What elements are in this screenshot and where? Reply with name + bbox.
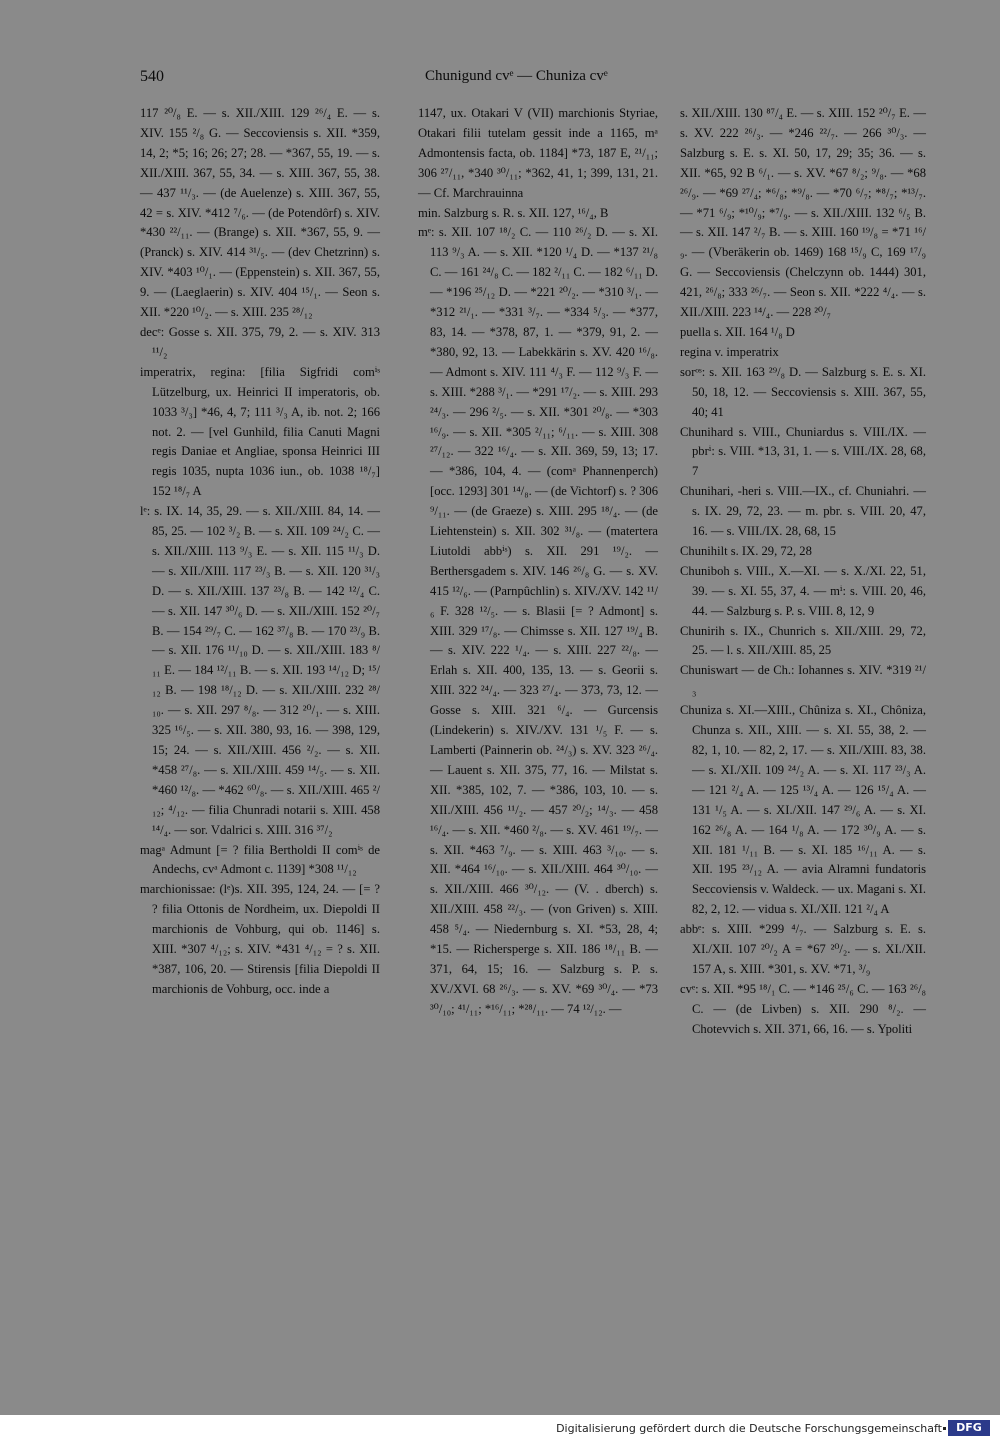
- entry-paragraph: magᵃ Admunt [= ? filia Bertholdi II comⁱˢ de Andechs, cvᵃ Admont c. 1139] *308 ¹¹/₁₂: [140, 842, 380, 877]
- entry-paragraph: sorᵒˢ: s. XII. 163 ²⁹/₈ D. — Salzburg s. E. s. XI. 50, 18, 12. — Seccoviensis s. XIII. 367, 55, 40; 41: [680, 364, 926, 419]
- entry-paragraph: abbᵉ: s. XIII. *299 ⁴/₇. — Salzburg s. E. s. XI./XII. 107 ²⁰/₂ A = *67 ²⁰/₂. — s. XI./XII. 157 A, s. XIII. *301, s. XV. *71, ³/₉: [680, 922, 926, 976]
- entry-paragraph: Chuniza s. XI.—XIII., Chûniza s. XI., Chôniza, Chunza s. XII., XIII. — s. XI. 55, 38, 2. — 82, 1, 10. — 82, 2, 17. — s. XII./XIII. 83, 38. — s. XI./XII. 109 ²⁴/₂ A. — s. XI. 117 ²³/₃ A. — 121 ²/₄ A. — 125 ¹³/₄ A. — 126 ¹⁵/₄ A. — 131 ¹/₅ A. — s. XI./XII. 147 ²⁹/₆ A. — s. XI. 162 ²⁶/₈ A. — 164 ¹/₈ A. — 172 ³⁰/₉ A. — s. XII. 181 ¹/₁₁ B. — s. XI. 185 ¹⁶/₁₁ A. — s. XII. 195 ²³/₁₂ A. — avia Alramni fundatoris Seccoviensis v. Waldeck. — ux. Magani s. XI. 82, 2, 12. — vidua s. XI./XII. 121 ²/₄ A: [680, 703, 926, 917]
- entry-paragraph: mᵉ: s. XII. 107 ¹⁸/₂ C. — 110 ²⁶/₂ D. — s. XI. 113 ⁹/₃ A. — s. XII. *120 ¹/₄ D. — *137 ²¹/₈ C. — 161 ²⁴/₈ C. — 182 ²/₁₁ C. — 182 ⁶/₁₁ D. — *196 ²⁵/₁₂ D. — *221 ²⁰/₂. — *310 ³/₁. — *312 ²¹/₁. — *331 ³/₇. — *334 ⁵/₃. — *377, 83, 14. — *378, 87, 1. — *379, 91, 2. — *380, 92, 13. — Labekkärin s. XV. 420 ¹⁶/₈. — Admont s. XIV. 111 ⁴/₃ F. — 112 ⁹/₃ F. — s. XIII. *288 ³/₁. — *291 ¹⁷/₂. — s. XIII. 293 ²⁴/₃. — 296 ²/₅. — s. XII. *301 ²⁰/₈. — *303 ¹⁶/₉. — s. XII. *305 ²/₁₁; ⁶/₁₁. — s. XIII. 308 ²⁷/₁₂. — 322 ¹⁶/₄. — s. XII. 369, 59, 13; 17. — *386, 104, 4. — (comᵃ Phannenperch) [occ. 1293] 301 ¹⁴/₈. — (de Vichtorf) s. ? 306 ⁹/₁₁. — (de Graeze) s. XIII. 295 ¹⁸/₄. — (de Liehtenstein) s. XII. 302 ³¹/₈. — (matertera Liutoldi abbⁱˢ) s. XII. 291 ¹⁹/₂. — Berthersgadem s. XIV. 146 ²⁶/₈ G. — s. XV. 415 ¹²/₆. — (Parnpûchlin) s. XIV./XV. 142 ¹¹/₆ F. 328 ¹²/₅. — s. Blasii [= ? Admont] s. XIII. 329 ¹⁷/₈. — Chimsse s. XII. 127 ¹⁹/₄ B. — s. XIV. 222 ¹/₄. — s. XIII. 227 ²²/₈. — Erlah s. XII. 400, 135, 13. — s. Georii s. XIII. 322 ²⁴/₄. — 323 ²⁷/₄. — 373, 73, 12. — Gosse s. XIII. 321 ⁶/₄. — Gurcensis (Lindekerin) s. XIV./XV. 131 ¹/₅ F. — s. Lamberti (Painnerin ob. ²⁴/₃) s. XV. 323 ²⁶/₄. — Lauent s. XII. 375, 77, 16. — Milstat s. XII. *385, 102, 7. — *386, 103, 10. — s. XII./XIII. 456 ¹¹/₂. — 457 ²⁰/₂; ¹⁴/₃. — 458 ¹⁶/₄. — s. XII. *460 ²/₈. — s. XV. 461 ¹⁹/₇. — s. XII. *463 ⁷/₉. — s. XIII. 463 ³/₁₀. — s. XII. *464 ¹⁶/₁₀. — s. XII./XIII. 464 ³⁰/₁₀. — s. XII./XIII. 466 ³⁰/₁₂. — (V. . dberch) s. XII./XIII. 458 ²²/₃. — (von Griven) s. XIII. 458 ⁵/₄. — Niedernburg s. XI. *53, 28, 4; *15. — Richersperge s. XII. 186 ¹⁸/₁₁ B. — 371, 64, 15; 16. — Salzburg s. P. s. XV./XVI. 68 ²⁶/₃. — s. XV. *69 ³⁰/₄. — *73 ³⁰/₁₀; ⁴¹/₁₁; *¹⁶/₁₁; *²⁸/₁₁. — 74 ¹²/₁₂. —: [418, 225, 658, 1016]
- entry-paragraph: s. XII./XIII. 130 ⁸⁷/₄ E. — s. XIII. 152 ²⁰/₇ E. — s. XV. 222 ²⁶/₃. — *246 ²²/₇. — 266 ³⁰/₃. — Salzburg s. E. s. XI. 50, 17, 29; 35; 36. — s. XII. *65, 92 B ⁶/₁. — s. XV. *67 ⁸/₂; ⁹/₈. — *68 ²⁶/₉. — *69 ²⁷/₄; *⁶/₈; *⁹/₈. — *70 ⁶/₇; *⁸/₇; *¹³/₇. — *71 ⁶/₉; *¹⁰/₉; *⁷/₉. — s. XII./XIII. 132 ⁶/₅ B. — s. XII. 147 ²/₇ B. — s. XIII. 160 ¹⁹/₈ = *71 ¹⁶/₉. — (Vberäkerin ob. 1469) 168 ¹⁵/₉ C, 169 ¹⁷/₉ G. — Seccoviensis (Chelczynn ob. 1444) 301, 421, ²⁶/₈; 333 ²⁶/₇. — Seon s. XII. *222 ⁴/₄. — s. XII./XIII. 223 ¹⁴/₄. — 228 ²⁰/₇: [680, 106, 926, 320]
- column-left: [140, 104, 380, 1000]
- entry-paragraph: marchionissae: (lᵉ)s. XII. 395, 124, 24. — [= ? ? filia Ottonis de Nordheim, ux. Diepoldi II marchionis de Vohburg, qui ob. 1146] s. XIII. *307 ⁴/₁₂; s. XIV. *431 ⁴/₁₂ = ? s. XII. *387, 106, 20. — Stirensis [filia Diepoldi II marchionis de Vohburg, occ. inde a: [140, 882, 380, 996]
- column-right: [680, 104, 926, 1040]
- entry-paragraph: Chuniboh s. VIII., X.—XI. — s. X./XI. 22, 51, 39. — s. XI. 55, 37, 4. — mⁱ: s. VIII. 20, 46, 44. — Salzburg s. P. s. VIII. 8, 12, 9: [680, 563, 926, 618]
- entry-paragraph: Chunihari, -heri s. VIII.—IX., cf. Chuniahri. — s. IX. 29, 72, 23. — m. pbr. s. VIII. 20, 47, 16. — s. VIII./IX. 28, 68, 15: [680, 484, 926, 539]
- dfg-logo: DFG: [948, 1420, 990, 1436]
- running-head: Chunigund cvᵉ — Chuniza cvᵉ: [425, 68, 608, 84]
- entry-paragraph: 1147, ux. Otakari V (VII) marchionis Styriae, Otakari filii tutelam gessit inde a 1165, mᵃ Admontensis facta, ob. 1184] *73, 187 E, ²¹/₁₁; 306 ²⁷/₁₁, *340 ³⁰/₁₁; *362, 41, 1; 399, 131, 21. — Cf. Marchrauinna: [418, 106, 658, 200]
- entry-paragraph: lᵉ: s. IX. 14, 35, 29. — s. XII./XIII. 84, 14. — 85, 25. — 102 ³/₂ B. — s. XII. 109 ²⁴/₂ C. — s. XII./XIII. 113 ⁹/₃ E. — s. XII. 115 ¹¹/₃ D. — s. XII./XIII. 117 ²³/₃ B. — s. XII. 120 ³¹/₃ D. — s. XII./XIII. 137 ²³/₈ B. — 142 ¹²/₄ C. — s. XII. 147 ³⁰/₆ D. — s. XII./XIII. 152 ²⁰/₇ B. — 154 ²⁹/₇ C. — 162 ³⁷/₈ B. — 170 ²³/₉ B. — s. XII. 176 ¹¹/₁₀ D. — s. XII./XIII. 183 ⁸/₁₁ E. — 184 ¹²/₁₁ B. — s. XII. 193 ¹⁴/₁₂ D; ¹⁵/₁₂ B. — 198 ¹⁸/₁₂ D. — s. XII./XIII. 232 ²⁸/₁₀. — s. XII. 297 ⁸/₈. — 312 ²⁰/₁. — s. XIII. 325 ¹⁶/₅. — s. XII. 380, 93, 16. — 398, 129, 15; 24. — s. XII./XIII. 456 ²/₂. — s. XII. *458 ²⁷/₈. — s. XII./XIII. 459 ¹⁴/₅. — s. XII. *460 ¹²/₈. — *462 ⁶⁰/₈. — s. XII./XIII. 465 ²/₁₂; ⁴/₁₂. — filia Chunradi notarii s. XIII. 458 ¹⁴/₄. — sor. Vdalrici s. XIII. 316 ³⁷/₂: [140, 504, 380, 837]
- page-number: 540: [140, 68, 164, 85]
- entry-paragraph: min. Salzburg s. R. s. XII. 127, ¹⁶/₄, B: [418, 205, 609, 220]
- separator-dot: [943, 1427, 946, 1430]
- entry-paragraph: Chuniswart — de Ch.: Iohannes s. XIV. *319 ²¹/₃: [680, 663, 926, 698]
- column-middle: [418, 104, 658, 1020]
- entry-paragraph: cvᵉ: s. XII. *95 ¹⁸/₁ C. — *146 ²⁵/₆ C. — 163 ²⁶/₈ C. — (de Livben) s. XII. 290 ⁸/₂. — Chotevvich s. XII. 371, 66, 16. — s. Ypoliti: [680, 981, 926, 1036]
- entry-paragraph: imperatrix, regina: [filia Sigfridi comⁱˢ Lützelburg, ux. Heinrici II imperatoris, ob. 1033 ³/₃] *46, 4, 7; 111 ³/₃ A, ib. not. 2; 166 not. 2. — [vel Gunhild, filia Canuti Magni regis Daniae et Angliae, sponsa Heinrici III regis 1035, nupta 1036 iun., ob. 1038 ¹⁸/₇] 152 ¹⁸/₇ A: [140, 364, 380, 499]
- entry-paragraph: Chunihilt s. IX. 29, 72, 28: [680, 543, 812, 558]
- entry-paragraph: regina v. imperatrix: [680, 344, 779, 359]
- entry-paragraph: puella s. XII. 164 ¹/₈ D: [680, 324, 795, 339]
- entry-paragraph: Chunihard s. VIII., Chuniardus s. VIII./IX. — pbrⁱ: s. VIII. *13, 31, 1. — s. VIII./IX. 28, 68, 7: [680, 424, 926, 479]
- entry-paragraph: Chunirih s. IX., Chunrich s. XII./XIII. 29, 72, 25. — l. s. XII./XIII. 85, 25: [680, 623, 926, 658]
- funding-credit: Digitalisierung gefördert durch die Deutsche Forschungsgemeinschaft: [556, 1422, 942, 1435]
- entry-paragraph: decᵉ: Gosse s. XII. 375, 79, 2. — s. XIV. 313 ¹¹/₂: [140, 324, 380, 359]
- funding-footer: [0, 1415, 1000, 1443]
- entry-paragraph: 117 ²⁰/₈ E. — s. XII./XIII. 129 ²⁶/₄ E. — s. XIV. 155 ²/₈ G. — Seccoviensis s. XII. *359, 14, 2; *5; 16; 26; 27; 28. — *367, 55, 19. — s. XII./XIII. 367, 55, 34. — s. XIII. 367, 55, 38. — 437 ¹¹/₃. — (de Auelenze) s. XIII. 367, 55, 42 = s. XIV. *412 ⁷/₆. — (de Potendôrf) s. XIV. *430 ²²/₁₁. — (Brange) s. XII. *367, 55, 9. — (Pranck) s. XIV. 414 ³¹/₅. — (dev Chetzrinn) s. XIV. *403 ¹⁰/₁. — (Eppenstein) s. XII. 367, 55, 9. — (Laeglaerin) s. XIV. 404 ¹⁵/₁. — Seon s. XII. *220 ¹⁰/₂. — s. XIII. 235 ²⁸/₁₂: [140, 106, 380, 320]
